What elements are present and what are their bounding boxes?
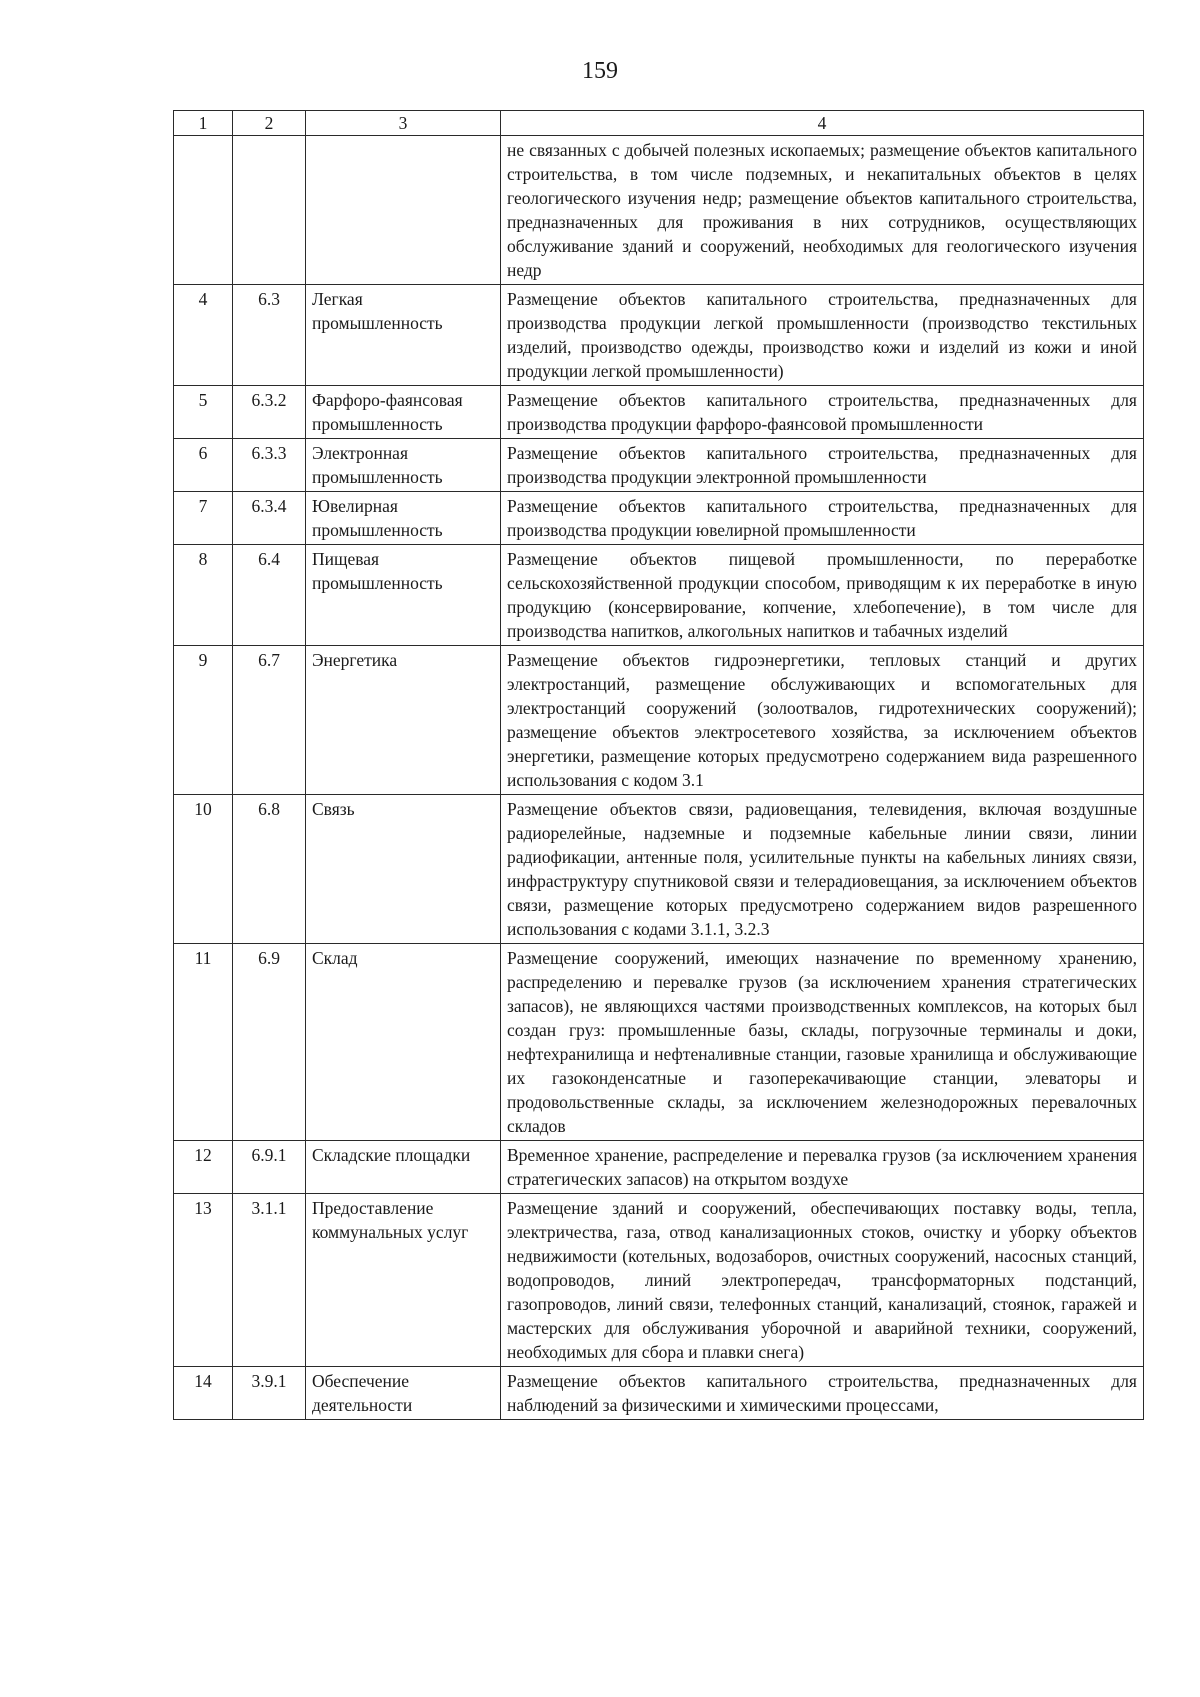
use-name-cell: Складские площадки: [306, 1141, 501, 1194]
description-cell: Размещение объектов капитального строительства, предназначенных для производства продукции фарфоро-фаянсовой промышленности: [501, 386, 1144, 439]
row-number-cell: 4: [174, 285, 233, 386]
table-row: [174, 944, 1144, 1141]
description-cell: Размещение объектов гидроэнергетики, тепловых станций и других электростанций, размещение обслуживающих и вспомогательных для электростанций сооружений (золоотвалов, гидротехнических сооружений); размещение объектов электросетевого хозяйства, за исключением объектов энергетики, размещение которых предусмотрено содержанием вида разрешенного использования с кодом 3.1: [501, 646, 1144, 795]
use-name-cell: Фарфоро-фаянсовая промышленность: [306, 386, 501, 439]
use-name-cell: Пищевая промышленность: [306, 545, 501, 646]
description-cell: Размещение объектов связи, радиовещания, телевидения, включая воздушные радиорелейные, надземные и подземные кабельные линии связи, линии радиофикации, антенные поля, усилительные пункты на кабельных линиях связи, инфраструктуру спутниковой связи и телерадиовещания, за исключением объектов связи, размещение которых предусмотрено содержанием видов разрешенного использования с кодами 3.1.1, 3.2.3: [501, 795, 1144, 944]
code-cell: 6.8: [233, 795, 306, 944]
use-name-cell: Энергетика: [306, 646, 501, 795]
row-number-cell: 11: [174, 944, 233, 1141]
row-number-cell: 9: [174, 646, 233, 795]
row-number-cell: 8: [174, 545, 233, 646]
description-cell: Размещение объектов капитального строительства, предназначенных для производства продукции ювелирной промышленности: [501, 492, 1144, 545]
use-name-cell: Обеспечение деятельности: [306, 1367, 501, 1420]
use-name-cell: [306, 136, 501, 285]
use-name-cell: Предоставление коммунальных услуг: [306, 1194, 501, 1367]
table-row: [174, 1194, 1144, 1367]
description-cell: Размещение сооружений, имеющих назначение по временному хранению, распределению и перевалке грузов (за исключением хранения стратегических запасов), не являющихся частями производственных комплексов, на которых был создан груз: промышленные базы, склады, погрузочные терминалы и доки, нефтехранилища и нефтеналивные станции, газовые хранилища и обслуживающие их газоконденсатные и газоперекачивающие станции, элеваторы и продовольственные склады, за исключением железнодорожных перевалочных складов: [501, 944, 1144, 1141]
table-row: [174, 1141, 1144, 1194]
description-cell: Размещение объектов капитального строительства, предназначенных для производства продукции легкой промышленности (производство текстильных изделий, производство одежды, производство кожи и изделий из кожи и иной продукции легкой промышленности): [501, 285, 1144, 386]
row-number-cell: 13: [174, 1194, 233, 1367]
code-cell: 6.4: [233, 545, 306, 646]
description-cell: Размещение зданий и сооружений, обеспечивающих поставку воды, тепла, электричества, газа, отвод канализационных стоков, очистку и уборку объектов недвижимости (котельных, водозаборов, очистных сооружений, насосных станций, водопроводов, линий электропередач, трансформаторных подстанций, газопроводов, линий связи, телефонных станций, канализаций, стоянок, гаражей и мастерских для обслуживания уборочной и аварийной техники, сооружений, необходимых для сбора и плавки снега): [501, 1194, 1144, 1367]
use-name-cell: Связь: [306, 795, 501, 944]
use-name-cell: Легкая промышленность: [306, 285, 501, 386]
code-cell: 6.3.4: [233, 492, 306, 545]
table-row: [174, 285, 1144, 386]
code-cell: [233, 136, 306, 285]
description-cell: Размещение объектов капитального строительства, предназначенных для наблюдений за физическими и химическими процессами,: [501, 1367, 1144, 1420]
description-cell: не связанных с добычей полезных ископаемых; размещение объектов капитального строительства, в том числе подземных, и некапитальных объектов в целях геологического изучения недр; размещение объектов капитального строительства, предназначенных для проживания в них сотрудников, осуществляющих обслуживание зданий и сооружений, необходимых для геологического изучения недр: [501, 136, 1144, 285]
code-cell: 3.1.1: [233, 1194, 306, 1367]
use-name-cell: Склад: [306, 944, 501, 1141]
code-cell: 6.9.1: [233, 1141, 306, 1194]
row-number-cell: 5: [174, 386, 233, 439]
header-cell-3: 3: [306, 111, 501, 136]
row-number-cell: 12: [174, 1141, 233, 1194]
description-cell: Временное хранение, распределение и перевалка грузов (за исключением хранения стратегических запасов) на открытом воздухе: [501, 1141, 1144, 1194]
description-cell: Размещение объектов пищевой промышленности, по переработке сельскохозяйственной продукции способом, приводящим к их переработке в иную продукцию (консервирование, копчение, хлебопечение), в том числе для производства напитков, алкогольных напитков и табачных изделий: [501, 545, 1144, 646]
row-number-cell: 10: [174, 795, 233, 944]
code-cell: 3.9.1: [233, 1367, 306, 1420]
header-cell-4: 4: [501, 111, 1144, 136]
table-row: [174, 646, 1144, 795]
table-row: [174, 1367, 1144, 1420]
use-name-cell: Электронная промышленность: [306, 439, 501, 492]
table-body: [174, 111, 1144, 1420]
description-cell: Размещение объектов капитального строительства, предназначенных для производства продукции электронной промышленности: [501, 439, 1144, 492]
table-row: [174, 795, 1144, 944]
code-cell: 6.3.2: [233, 386, 306, 439]
page-number: 159: [582, 58, 618, 84]
row-number-cell: 7: [174, 492, 233, 545]
land-use-table: [173, 110, 1144, 1420]
header-cell-2: 2: [233, 111, 306, 136]
table-row: [174, 136, 1144, 285]
table-row: [174, 386, 1144, 439]
table-row: [174, 439, 1144, 492]
use-name-cell: Ювелирная промышленность: [306, 492, 501, 545]
table-header-row: [174, 111, 1144, 136]
table-row: [174, 545, 1144, 646]
row-number-cell: 14: [174, 1367, 233, 1420]
row-number-cell: 6: [174, 439, 233, 492]
row-number-cell: [174, 136, 233, 285]
code-cell: 6.9: [233, 944, 306, 1141]
header-cell-1: 1: [174, 111, 233, 136]
code-cell: 6.3: [233, 285, 306, 386]
table-row: [174, 492, 1144, 545]
code-cell: 6.3.3: [233, 439, 306, 492]
code-cell: 6.7: [233, 646, 306, 795]
